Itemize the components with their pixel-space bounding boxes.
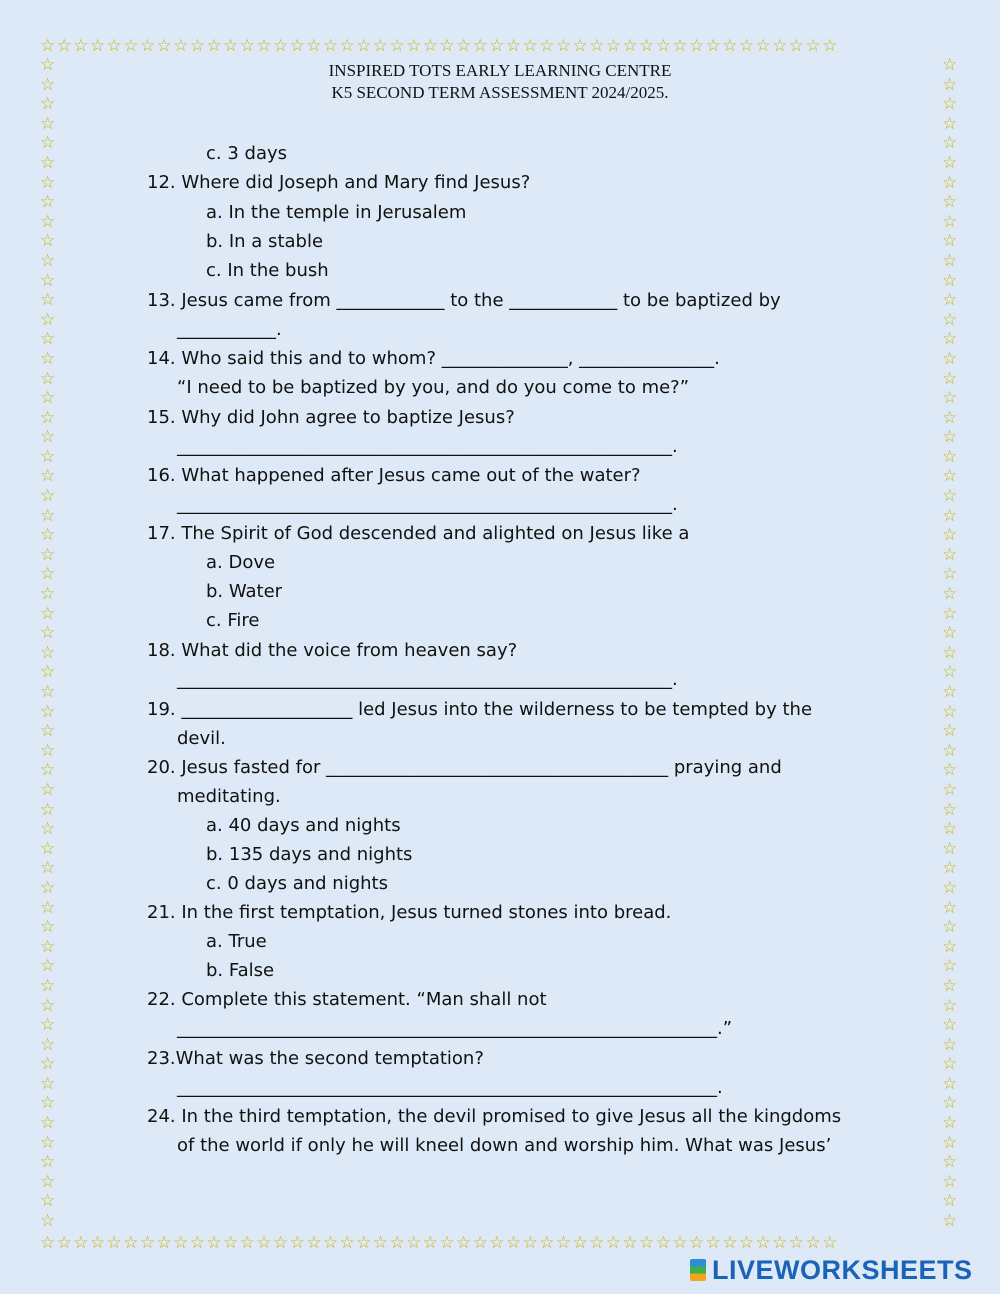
option-12c: c. In the bush [206, 260, 329, 281]
option-17c: c. Fire [206, 610, 260, 631]
option-20b: b. 135 days and nights [206, 844, 413, 865]
liveworksheets-logo [690, 1254, 973, 1286]
option-17a: a. Dove [206, 552, 276, 573]
liveworksheets-logo-text: LIVEWORKSHEETS [712, 1254, 973, 1285]
option-17b: b. Water [206, 581, 283, 602]
question-19: 19. ___________________ led Jesus into the wilderness to be tempted by the [147, 699, 813, 720]
assessment-title: K5 SECOND TERM ASSESSMENT 2024/2025. [331, 83, 669, 102]
option-12a: a. In the temple in Jerusalem [206, 202, 467, 223]
question-14: 14. Who said this and to whom? ______________, _______________. [147, 348, 720, 369]
question-13-cont: ___________. [177, 319, 282, 340]
question-20-cont: meditating. [177, 786, 281, 807]
option-20a: a. 40 days and nights [206, 815, 401, 836]
star-border-bottom: ☆☆☆☆☆☆☆☆☆☆☆☆☆☆☆☆☆☆☆☆☆☆☆☆☆☆☆☆☆☆☆☆☆☆☆☆☆☆☆☆☆☆☆☆☆☆☆☆ [40, 1235, 839, 1252]
question-19-cont: devil. [177, 728, 226, 749]
answer-line-22: ____________________________________________________________.” [177, 1018, 733, 1039]
option-21a: a. True [206, 931, 267, 952]
question-13: 13. Jesus came from ____________ to the ____________ to be baptized by [147, 290, 781, 311]
question-20: 20. Jesus fasted for ______________________________________ praying and [147, 757, 782, 778]
question-18: 18. What did the voice from heaven say? [147, 640, 518, 661]
question-14-quote: “I need to be baptized by you, and do you come to me?” [177, 377, 690, 398]
question-15: 15. Why did John agree to baptize Jesus? [147, 407, 515, 428]
option-12b: b. In a stable [206, 231, 324, 252]
question-23: 23.What was the second temptation? [147, 1048, 484, 1069]
option-20c: c. 0 days and nights [206, 873, 388, 894]
star-border-top: ☆☆☆☆☆☆☆☆☆☆☆☆☆☆☆☆☆☆☆☆☆☆☆☆☆☆☆☆☆☆☆☆☆☆☆☆☆☆☆☆☆☆☆☆☆☆☆☆ [40, 38, 839, 55]
star-border-left: ☆☆☆☆☆☆☆☆☆☆☆☆☆☆☆☆☆☆☆☆☆☆☆☆☆☆☆☆☆☆☆☆☆☆☆☆☆☆☆☆☆☆☆☆☆☆☆☆☆☆☆☆☆☆☆☆☆☆☆☆ [40, 56, 56, 1232]
question-24: 24. In the third temptation, the devil promised to give Jesus all the kingdoms [147, 1106, 842, 1127]
question-17: 17. The Spirit of God descended and alighted on Jesus like a [147, 523, 690, 544]
school-name: INSPIRED TOTS EARLY LEARNING CENTRE [328, 61, 672, 80]
answer-line-15: _______________________________________________________. [177, 436, 678, 457]
answer-line-23: ____________________________________________________________. [177, 1077, 723, 1098]
answer-line-16: _______________________________________________________. [177, 494, 678, 515]
question-12: 12. Where did Joseph and Mary find Jesus? [147, 172, 531, 193]
question-21: 21. In the first temptation, Jesus turned stones into bread. [147, 902, 672, 923]
option-11c: c. 3 days [206, 143, 287, 164]
option-21b: b. False [206, 960, 275, 981]
question-22: 22. Complete this statement. “Man shall not [147, 989, 547, 1010]
question-16: 16. What happened after Jesus came out of the water? [147, 465, 641, 486]
star-border-right: ☆☆☆☆☆☆☆☆☆☆☆☆☆☆☆☆☆☆☆☆☆☆☆☆☆☆☆☆☆☆☆☆☆☆☆☆☆☆☆☆☆☆☆☆☆☆☆☆☆☆☆☆☆☆☆☆☆☆☆☆ [942, 56, 958, 1232]
answer-line-18: _______________________________________________________. [177, 669, 678, 690]
liveworksheets-logo-icon [690, 1259, 706, 1281]
question-24-cont: of the world if only he will kneel down and worship him. What was Jesus’ [177, 1135, 832, 1156]
